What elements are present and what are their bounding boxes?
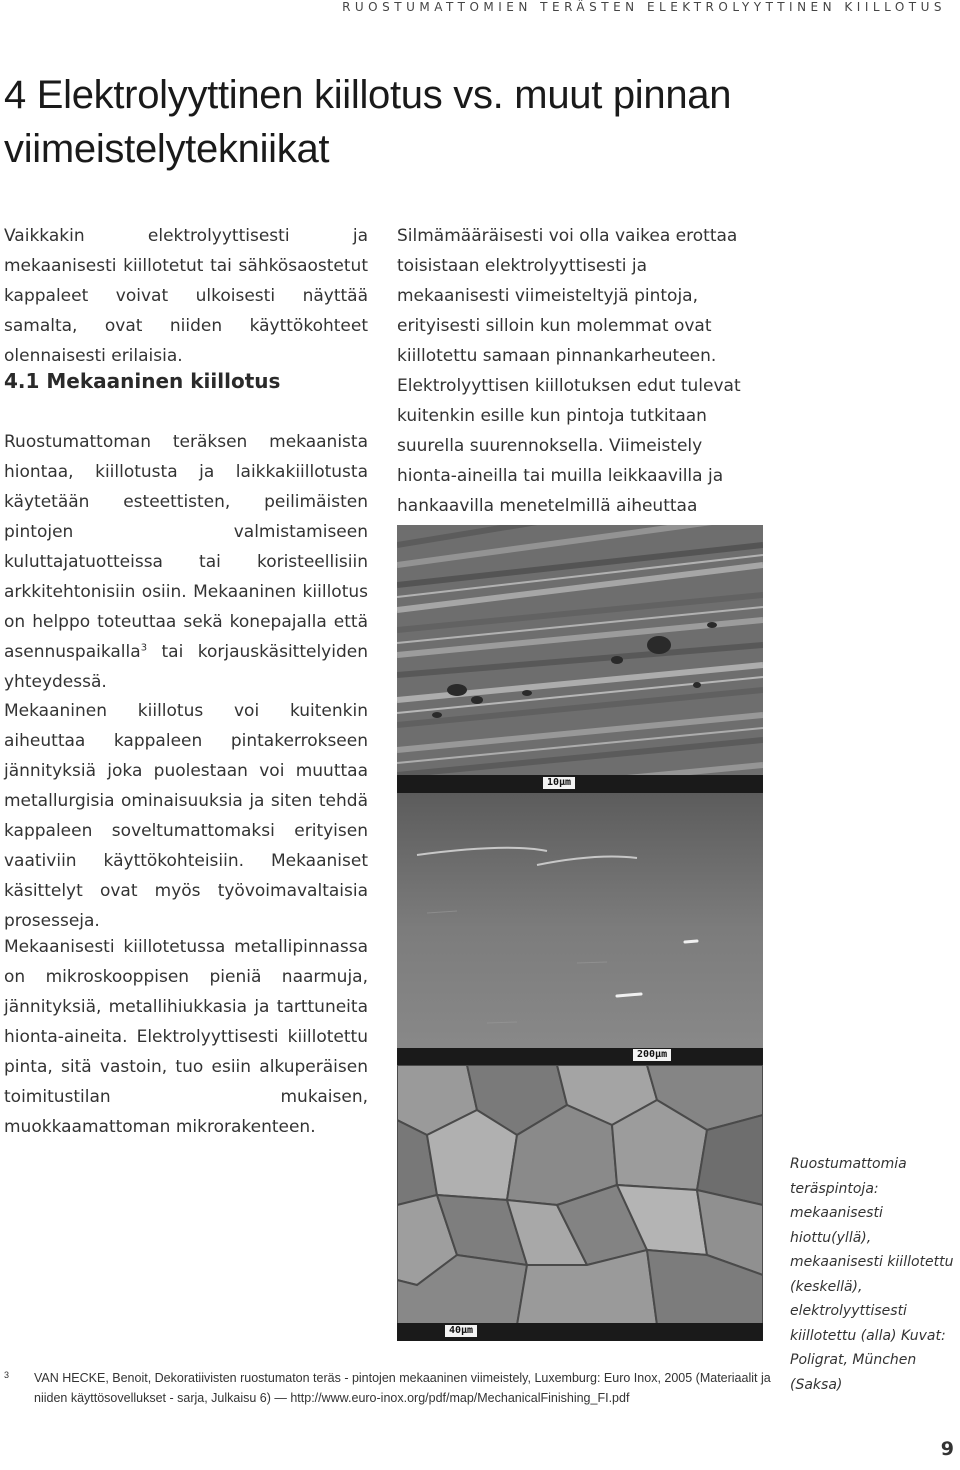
section-paragraph-1-text: Ruostumattoman teräksen mekaanista hiontaa, kiillotusta ja laikkakiillotusta käytetään esteettisten, peilimäisten pintojen valmistamiseen kuluttajatuotteissa tai koristeellisiin arkkitehtonisiin osiin. Mekaaninen kiillotus on helppo toteuttaa sekä konepajalla että asennuspaikalla bbox=[4, 432, 368, 662]
running-head: RUOSTUMATTOMIEN TERÄSTEN ELEKTROLYYTTINEN KIILLOTUS bbox=[342, 0, 946, 14]
section-paragraph-1-tail: tai korjauskäsittelyiden yhteydessä. bbox=[4, 642, 368, 692]
micrograph-ground-image bbox=[397, 525, 763, 793]
micrograph-electropolished-scale: 40μm bbox=[445, 1325, 477, 1337]
micrograph-mechanically-polished bbox=[397, 793, 763, 1065]
section-heading: 4.1 Mekaaninen kiillotus bbox=[4, 369, 281, 393]
micrograph-electropolished bbox=[397, 1065, 763, 1341]
micrograph-ground-scale: 10μm bbox=[543, 777, 575, 789]
intro-paragraph: Vaikkakin elektrolyyttisesti ja mekaanisesti kiillotetut tai sähkösaostetut kappaleet voivat ulkoisesti näyttää samalta, ovat niiden käyttökohteet olennaisesti erilaisia. bbox=[4, 226, 368, 366]
section-paragraph-1 bbox=[4, 427, 368, 697]
section-paragraph-3: Mekaanisesti kiillotetussa metallipinnassa on mikroskooppisen pieniä naarmuja, jännityksiä, metallihiukkasia ja tarttuneita hionta-aineita. Elektrolyyttisesti kiillotettu pinta, sitä vastoin, tuo esiin alkuperäisen toimitustilan mukaisen, muokkaamattoman mikrorakenteen. bbox=[4, 937, 368, 1137]
chapter-title: 4 Elektrolyyttinen kiillotus vs. muut pinnan viimeistelytekniikat bbox=[4, 73, 732, 171]
micrograph-mechanically-polished-image bbox=[397, 793, 763, 1065]
micrograph-ground bbox=[397, 525, 763, 793]
micrograph-electropolished-image bbox=[397, 1065, 763, 1341]
section-paragraph-2: Mekaaninen kiillotus voi kuitenkin aiheuttaa kappaleen pintakerrokseen jännityksiä joka puolestaan voi muuttaa metallurgisia ominaisuuksia ja siten tehdä kappaleen soveltumattomaksi erityisen vaativiin käyttökohteisiin. Mekaaniset käsittelyt ovat myös työvoimavaltaisia prosesseja. bbox=[4, 701, 368, 931]
figure-caption: Ruostumattomia teräspintoja: mekaanisesti hiottu(yllä), mekaanisesti kiillotettu (keskellä), elektrolyyttisesti kiillotettu (alla) Kuvat: Poligrat, München (Saksa) bbox=[790, 1156, 954, 1393]
footnote-text: VAN HECKE, Benoit, Dekoratiivisten ruostumaton teräs - pintojen mekaaninen viimeistely, Luxemburg: Euro Inox, 2005 (Materiaalit ja niiden käyttösovellukset - sarja, Julkaisu 6) — http://www.euro-inox.org/pdf/map/MechanicalFinishing_FI.pdf bbox=[34, 1371, 771, 1405]
footnote bbox=[4, 1368, 774, 1408]
footnote-reference[interactable]: 3 bbox=[140, 642, 148, 654]
footnote-mark: 3 bbox=[4, 1370, 10, 1380]
micrograph-mechanically-polished-scale: 200μm bbox=[633, 1049, 671, 1061]
right-column-paragraph: Silmämääräisesti voi olla vaikea erottaa toisistaan elektrolyyttisesti ja mekaanisesti viimeisteltyjä pintoja, erityisesti silloin kun molemmat ovat kiillotettu samaan pinnankarheuteen. Elektrolyyttisen kiillotuksen edut tulevat kuitenkin esille kun pintoja tutkitaan suurella suurennoksella. Viimeistely hionta-aineilla tai muilla leikkaavilla ja hankaavilla menetelmillä aiheuttaa bbox=[397, 226, 741, 516]
page-number: 9 bbox=[940, 1438, 954, 1460]
